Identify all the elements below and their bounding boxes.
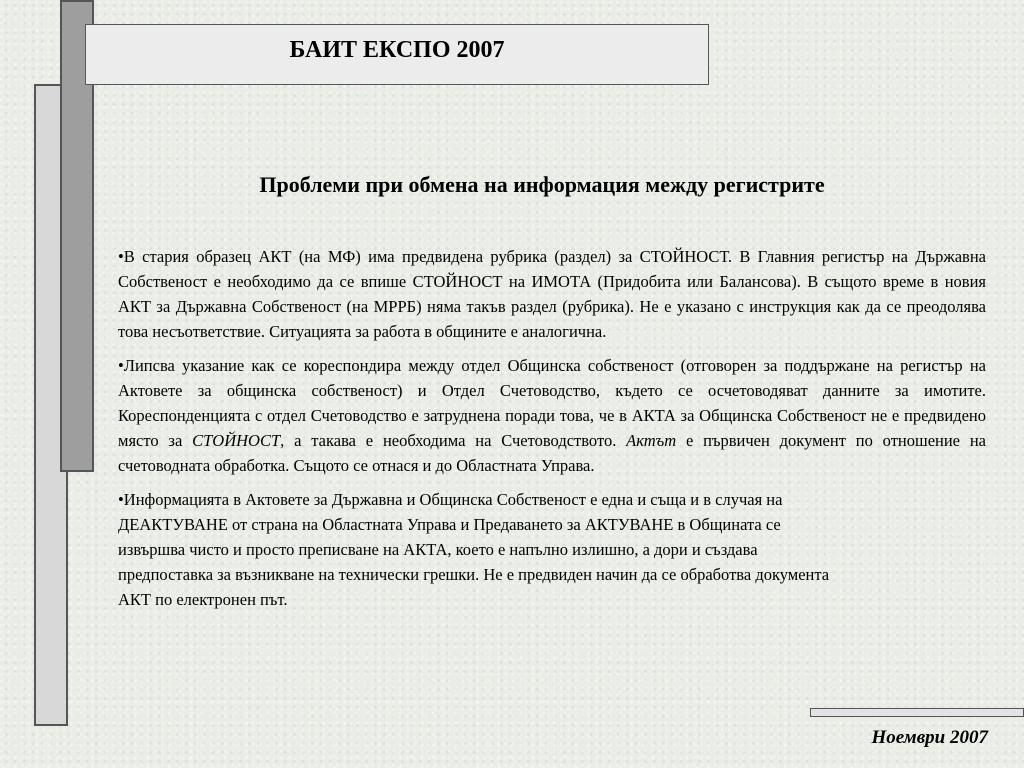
footer-date: Ноември 2007 bbox=[871, 727, 988, 748]
bullet-3-line: АКТ по електронен път. bbox=[118, 590, 288, 609]
header-title bbox=[86, 37, 708, 64]
bullet-3-line: извършва чисто и просто преписване на АКТА, което е напълно излишно, а дори и създава bbox=[118, 540, 758, 559]
bullet-item-2 bbox=[118, 353, 986, 478]
bullet-3-line: ДЕАКТУВАНЕ от страна на Областната Управа и Предаването за АКТУВАНЕ в Общината се bbox=[118, 515, 781, 534]
header-text: БАИТ ЕКСПО 2007 bbox=[289, 37, 505, 63]
bullet-2-part3: е първичен документ по отношение на счетоводната обработка. Същото се отнася и до Областната Управа. bbox=[118, 431, 986, 475]
slide-subtitle: Проблеми при обмена на информация между регистрите bbox=[259, 172, 825, 197]
bullet-item-3 bbox=[118, 487, 986, 612]
bullet-2-emphasis-act: Актът bbox=[626, 431, 677, 450]
bullet-3-line: •Информацията в Актовете за Държавна и Общинска Собственост е една и съща и в случая на bbox=[118, 490, 783, 509]
footer-divider bbox=[810, 708, 1024, 717]
header-box bbox=[85, 24, 709, 85]
bullet-2-part1: •Липсва указание как се кореспондира между отдел Общинска собственост (отговорен за поддържане на регистър на Актовете за общинска собственост) и Отдел Счетоводство, където се осчетоводяват данните за имотите. Кореспонденцията с отдел Счетоводство е затруднена поради това, че в АКТА за Общинска Собственост не е предвидено място за bbox=[118, 356, 986, 450]
bullet-2-part2: , а такава е необходима на Счетоводството. bbox=[280, 431, 627, 450]
bullet-3-line: предпоставка за възникване на технически грешки. Не е предвиден начин да се обработва документа bbox=[118, 565, 830, 584]
bullet-list bbox=[118, 244, 986, 621]
bullet-2-emphasis-value: СТОЙНОСТ bbox=[192, 431, 281, 450]
bullet-item-1: •В стария образец АКТ (на МФ) има предвидена рубрика (раздел) за СТОЙНОСТ. В Главния регистър на Държавна Собственост е необходимо да се впише СТОЙНОСТ на ИМОТА (Придобита или Балансова). В същото време в новия АКТ за Държавна Собственост (на МРРБ) няма такъв раздел (рубрика). Не е указано с инструкция как да се преодолява това несъответствие. Ситуацията за работа в общините е аналогична. bbox=[118, 247, 986, 341]
